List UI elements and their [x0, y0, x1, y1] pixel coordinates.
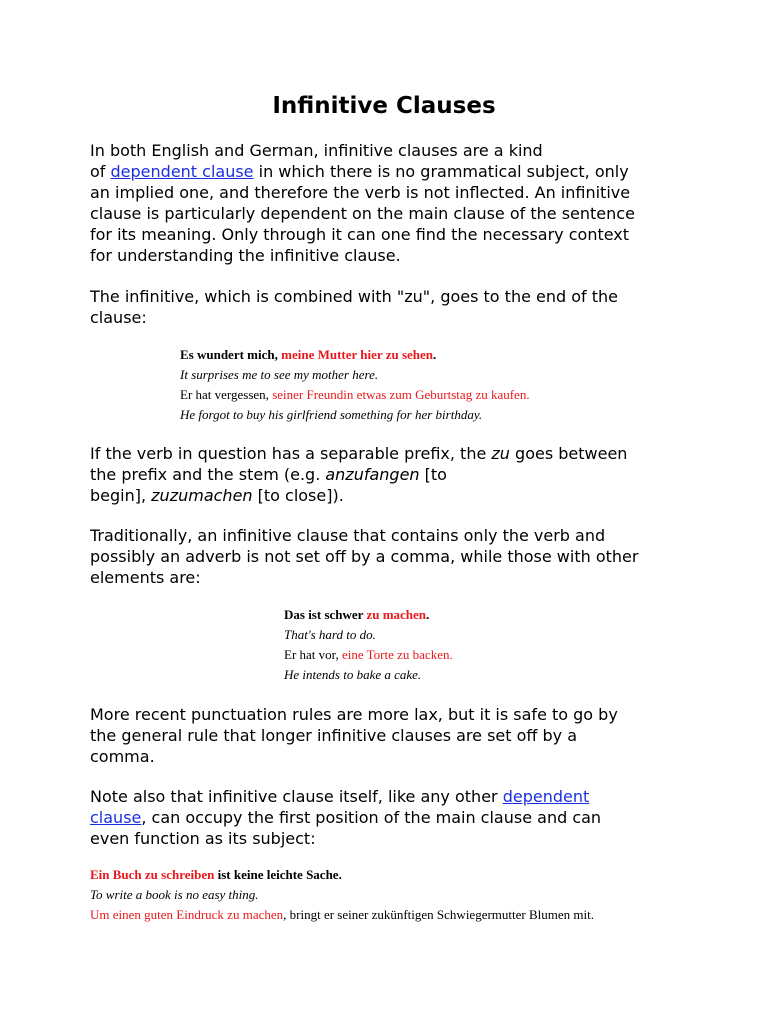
prefix-line-3c: [to close]). [252, 486, 344, 505]
example-block-2 [284, 605, 453, 685]
page-title: Infinitive Clauses [272, 93, 496, 119]
example-1b-main: Er hat vergessen, [180, 387, 273, 402]
paragraph-comma-traditional [90, 525, 690, 588]
subject-line-3: even function as its subject: [90, 829, 316, 848]
example-3-infinitive: Ein Buch zu schreiben [90, 867, 215, 882]
punctuation-line-3: comma. [90, 747, 155, 766]
example-1-period: . [433, 347, 437, 362]
example-1-sentence-2 [180, 385, 530, 405]
example-2-sentence-1 [284, 605, 453, 625]
example-1-translation-2: He forgot to buy his girlfriend something for her birthday. [180, 407, 483, 422]
prefix-line-1a: If the verb in question has a separable prefix, the [90, 444, 492, 463]
example-1-translation-1: It surprises me to see my mother here. [180, 367, 379, 382]
intro-line-4: clause is particularly dependent on the main clause of the sentence [90, 204, 635, 223]
dependent-clause-link-2b[interactable]: clause [90, 808, 142, 827]
example-3-sentence-1 [90, 865, 594, 885]
intro-line-2-pre: of [90, 162, 111, 181]
example-2b-main: Er hat vor, [284, 647, 342, 662]
punctuation-line-1: More recent punctuation rules are more lax, but it is safe to go by [90, 705, 618, 724]
prefix-line-2a: the prefix and the stem (e.g. [90, 465, 326, 484]
paragraph-subject-position [90, 786, 690, 849]
intro-line-2-post: in which there is no grammatical subject, only [253, 162, 629, 181]
example-1-infinitive: meine Mutter hier zu sehen [281, 347, 434, 362]
prefix-line-3a: begin], [90, 486, 152, 505]
prefix-zu: zu [491, 444, 510, 463]
intro-line-1: In both English and German, infinitive clauses are a kind [90, 141, 543, 160]
example-2-translation-2: He intends to bake a cake. [284, 667, 422, 682]
example-2-period: . [426, 607, 430, 622]
subject-line-2b: , can occupy the first position of the main clause and can [141, 808, 602, 827]
zu-position-line-2: clause: [90, 308, 147, 327]
example-3-sentence-2 [90, 905, 594, 925]
comma-line-1: Traditionally, an infinitive clause that contains only the verb and [90, 526, 606, 545]
prefix-anzufangen: anzufangen [325, 465, 420, 484]
paragraph-punctuation-rules [90, 704, 690, 767]
example-2b-infinitive: eine Torte zu backen. [341, 647, 453, 662]
example-block-3 [90, 865, 594, 925]
dependent-clause-link[interactable]: dependent clause [110, 162, 254, 181]
intro-line-6: for understanding the infinitive clause. [90, 246, 401, 265]
subject-line-1a: Note also that infinitive clause itself, like any other [90, 787, 503, 806]
example-2-infinitive: zu machen [366, 607, 427, 622]
example-1-sentence-1 [180, 345, 530, 365]
example-3-main: ist keine leichte Sache. [214, 867, 342, 882]
comma-line-3: elements are: [90, 568, 201, 587]
prefix-zuzumachen: zuzumachen [151, 486, 253, 505]
comma-line-2: possibly an adverb is not set off by a comma, while those with other [90, 547, 639, 566]
example-2-main: Das ist schwer [284, 607, 367, 622]
dependent-clause-link-2a[interactable]: dependent [502, 787, 590, 806]
prefix-line-2c: [to [419, 465, 447, 484]
paragraph-separable-prefix [90, 443, 690, 506]
paragraph-zu-position [90, 286, 690, 328]
example-3b-infinitive: Um einen guten Eindruck zu machen [90, 907, 284, 922]
example-2-translation-1: That's hard to do. [284, 627, 376, 642]
intro-line-5: for its meaning. Only through it can one find the necessary context [90, 225, 630, 244]
example-1-main: Es wundert mich, [180, 347, 282, 362]
example-3b-main: , bringt er seiner zukünftigen Schwiegermutter Blumen mit. [283, 907, 594, 922]
intro-line-3: an implied one, and therefore the verb is not inflected. An infinitive [90, 183, 631, 202]
example-block-1 [180, 345, 530, 425]
example-2-sentence-2 [284, 645, 453, 665]
zu-position-line-1: The infinitive, which is combined with "zu", goes to the end of the [90, 287, 619, 306]
paragraph-intro [90, 140, 690, 266]
example-1b-infinitive: seiner Freundin etwas zum Geburtstag zu kaufen. [272, 387, 530, 402]
punctuation-line-2: the general rule that longer infinitive clauses are set off by a [90, 726, 578, 745]
prefix-line-1c: goes between [509, 444, 628, 463]
example-3-translation-1: To write a book is no easy thing. [90, 887, 259, 902]
